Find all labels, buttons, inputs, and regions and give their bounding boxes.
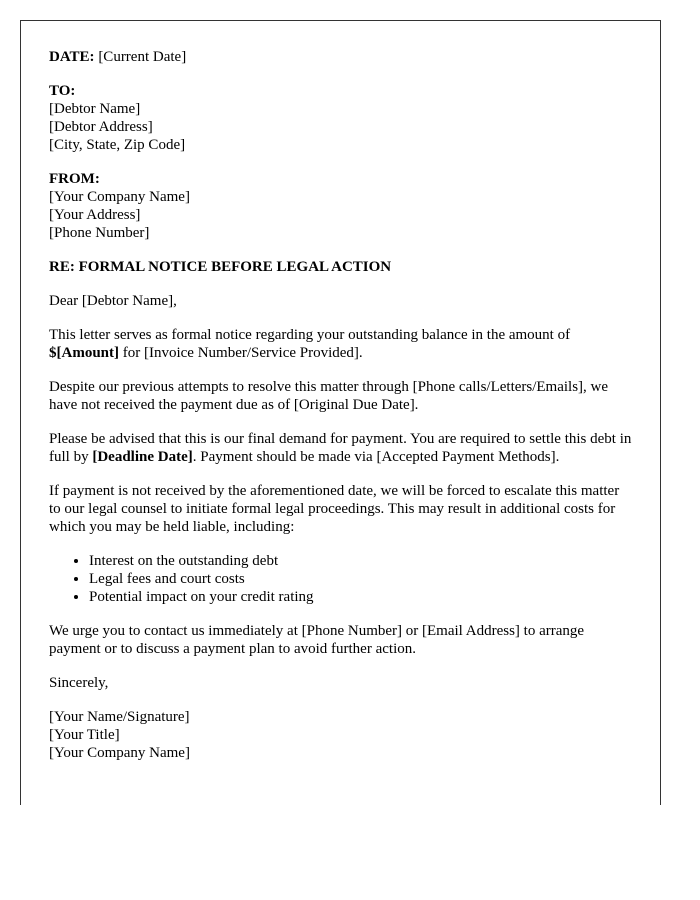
sender-company: [Your Company Name] <box>49 189 190 205</box>
balance-invoice: for [Invoice Number/Service Provided]. <box>119 345 363 361</box>
date-line <box>49 48 632 66</box>
costs-list <box>49 552 632 606</box>
deadline-placeholder: [Deadline Date] <box>92 449 193 465</box>
signature-block <box>49 708 632 762</box>
list-item: • Legal fees and court costs <box>89 570 632 588</box>
subject-text: RE: FORMAL NOTICE BEFORE LEGAL ACTION <box>49 259 392 275</box>
recipient-name: [Debtor Name] <box>49 101 141 117</box>
amount-placeholder: $[Amount] <box>49 345 119 361</box>
closing: Sincerely, <box>49 675 109 691</box>
subject-line <box>49 258 632 276</box>
demand-intro: Please be advised that this is our final demand for payment. You are required to settle this debt in full by <box>49 431 632 465</box>
from-label: FROM: <box>49 171 100 187</box>
salutation: Dear [Debtor Name], <box>49 293 177 309</box>
signature-company: [Your Company Name] <box>49 745 190 761</box>
paragraph-balance <box>49 326 632 362</box>
demand-payment-methods: . Payment should be made via [Accepted Payment Methods]. <box>192 449 560 465</box>
balance-intro: This letter serves as formal notice regarding your outstanding balance in the amount of <box>49 327 571 343</box>
date-value: [Current Date] <box>94 49 187 65</box>
letter-page <box>20 20 661 805</box>
recipient-block <box>49 82 632 154</box>
recipient-city: [City, State, Zip Code] <box>49 137 186 153</box>
signature-name: [Your Name/Signature] <box>49 709 190 725</box>
date-label: DATE: <box>49 49 95 65</box>
sender-block <box>49 170 632 242</box>
paragraph-final-demand <box>49 430 632 466</box>
list-item: • Potential impact on your credit rating <box>89 588 632 606</box>
to-label: TO: <box>49 83 76 99</box>
signature-title: [Your Title] <box>49 727 120 743</box>
list-item: • Interest on the outstanding debt <box>89 552 632 570</box>
paragraph-contact: We urge you to contact us immediately at [Phone Number] or [Email Address] to arrange payment or to discuss a payment plan to avoid further action. <box>49 623 585 657</box>
paragraph-legal-escalation: If payment is not received by the aforementioned date, we will be forced to escalate this matter to our legal counsel to initiate formal legal proceedings. This may result in additional costs for which you may be held liable, including: <box>49 483 620 535</box>
sender-phone: [Phone Number] <box>49 225 150 241</box>
sender-address: [Your Address] <box>49 207 141 223</box>
recipient-address: [Debtor Address] <box>49 119 153 135</box>
paragraph-attempts: Despite our previous attempts to resolve this matter through [Phone calls/Letters/Emails], we have not received the payment due as of [Original Due Date]. <box>49 379 609 413</box>
